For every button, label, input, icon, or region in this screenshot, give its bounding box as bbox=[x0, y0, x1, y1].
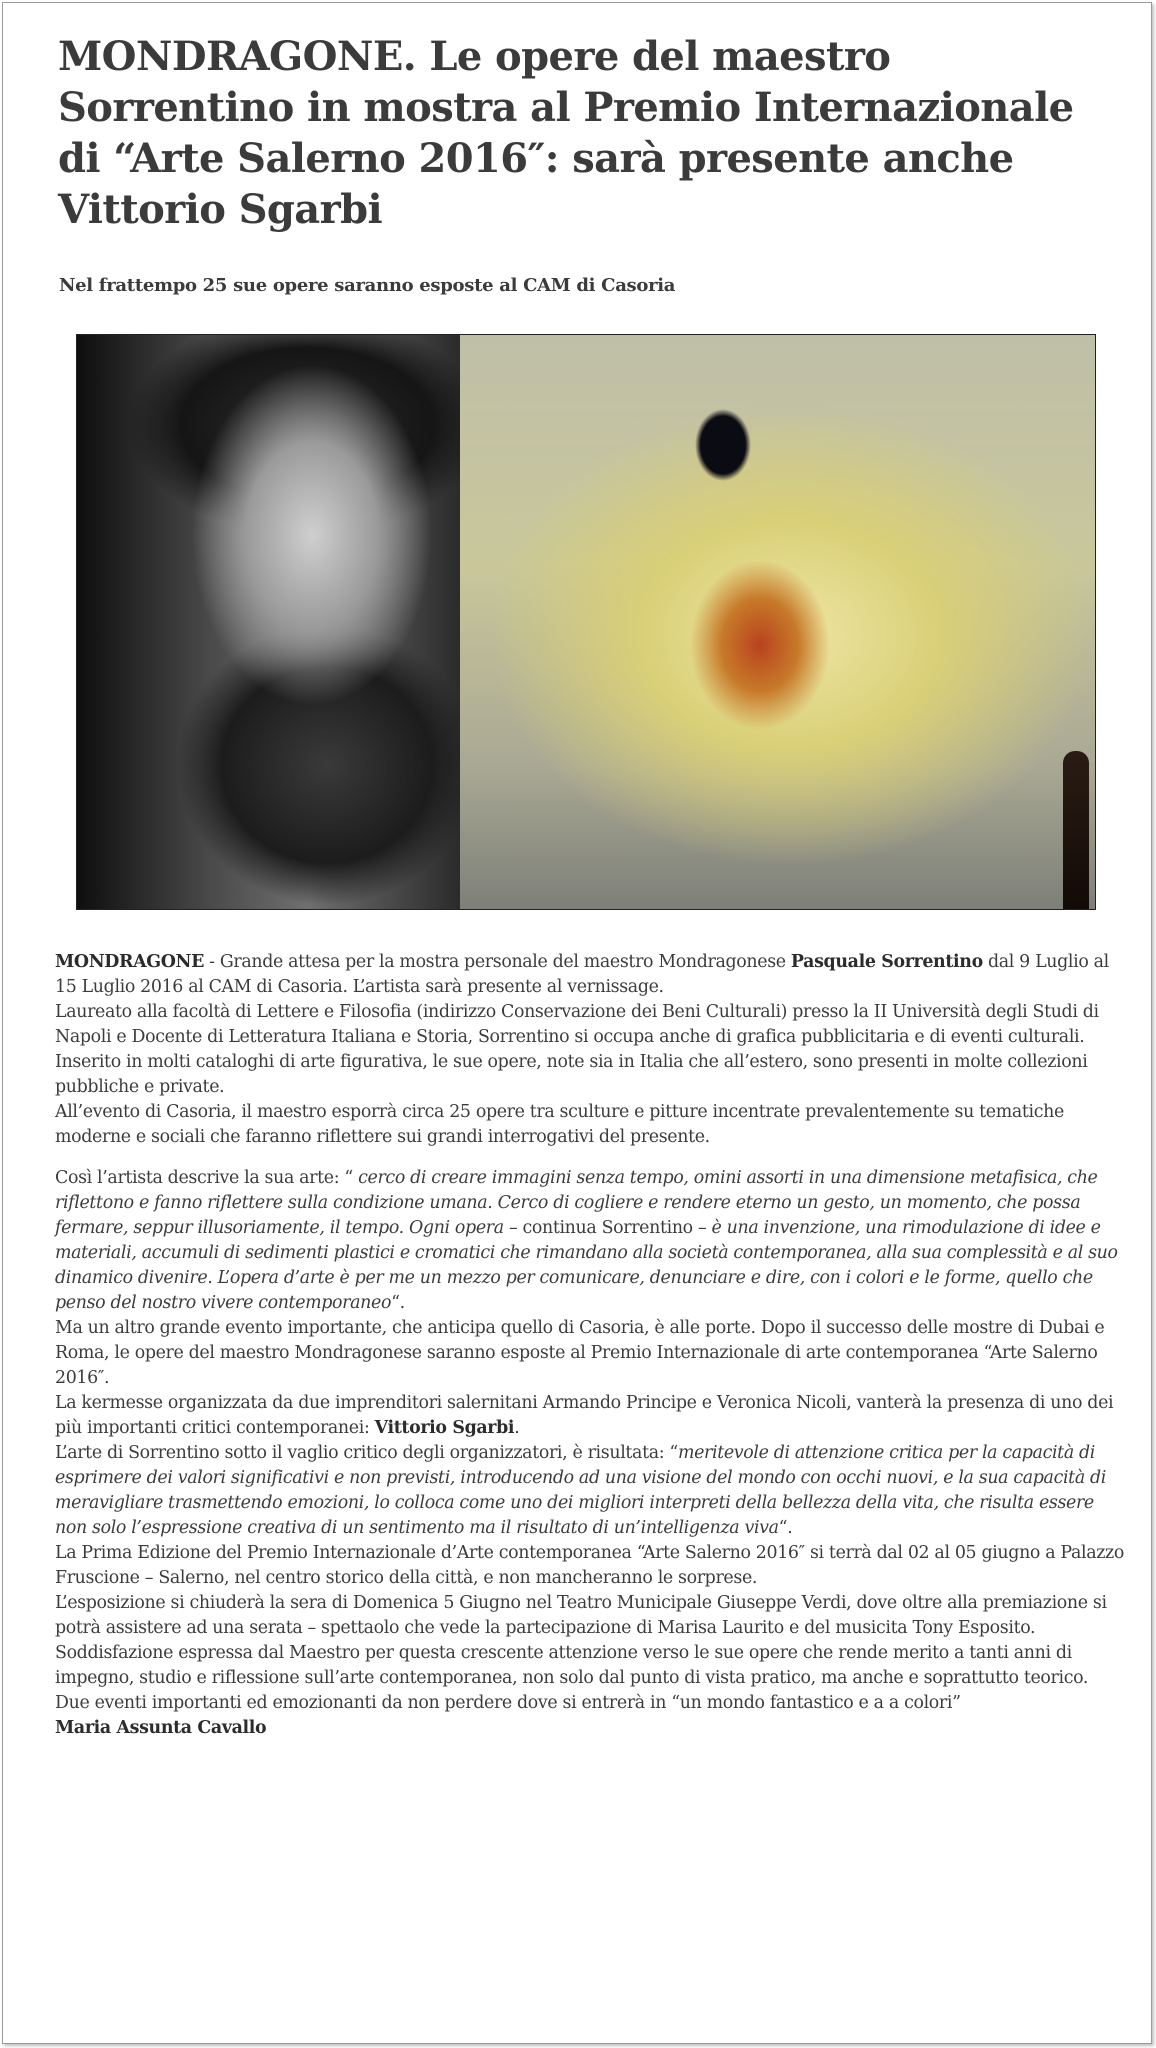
paragraph-intro: MONDRAGONE - Grande attesa per la mostra personale del maestro Mondragonese Pasquale Sorrentino dal 9 Luglio al 15 Luglio 2016 al CAM di Casoria. L’artista sarà presente al vernissage. bbox=[55, 952, 1109, 997]
paragraph-casoria: All’evento di Casoria, il maestro esporrà circa 25 opere tra sculture e pitture incentrate prevalentemente su tematiche moderne e sociali che faranno riflettere sui grandi interrogativi del presente. bbox=[55, 1102, 1064, 1147]
paragraph-first-edition: La Prima Edizione del Premio Internazionale d’Arte contemporanea “Arte Salerno 2016″ si terrà dal 02 al 05 giugno a Palazzo Fruscione – Salerno, nel centro storico della città, e non mancheranno le sorprese. bbox=[55, 1543, 1124, 1588]
article-body bbox=[55, 950, 1125, 1741]
critic-name: Vittorio Sgarbi bbox=[374, 1418, 515, 1438]
article-image bbox=[76, 334, 1096, 910]
dateline: MONDRAGONE bbox=[55, 952, 204, 972]
paragraph-satisfaction: Soddisfazione espressa dal Maestro per questa crescente attenzione verso le sue opere che rende merito a tanti anni di impegno, studio e riflessione sull’arte contemporanea, non solo dal punto di vista pratico, ma anche e soprattutto teorico. bbox=[55, 1643, 1089, 1688]
artwork-photo bbox=[460, 335, 1096, 910]
paragraph-biography: Laureato alla facoltà di Lettere e Filosofia (indirizzo Conservazione dei Beni Culturali) presso la II Università degli Studi di Napoli e Docente di Letteratura Italiana e Storia, Sorrentino si occupa anche di grafica pubblicitaria e di eventi culturali. Inserito in molti cataloghi di arte figurativa, le sue opere, note sia in Italia che all’estero, sono presenti in molte collezioni pubbliche e private. bbox=[55, 1002, 1099, 1097]
sculpture-figurine bbox=[1063, 751, 1089, 910]
paragraph-closing-evening: L’esposizione si chiuderà la sera di Domenica 5 Giugno nel Teatro Municipale Giuseppe Verdi, dove oltre alla premiazione si potrà assistere ad una serata – spettaolo che vede la partecipazione di Marisa Laurito e del musicita Tony Esposito. bbox=[55, 1593, 1107, 1638]
article-subtitle: Nel frattempo 25 sue opere saranno esposte al CAM di Casoria bbox=[59, 275, 676, 296]
paragraph-critique: L’arte di Sorrentino sotto il vaglio critico degli organizzatori, è risultata: “meritevole di attenzione critica per la capacità di esprimere dei valori significativi e non previsti, introducendo ad una visione del mondo con occhi nuovi, e la sua capacità di meravigliare trasmettendo emozioni, lo colloca come uno dei migliori interpreti della bellezza della vita, che risulta essere non solo l’espressione creativa di un sentimento ma il risultato di un’intelligenza viva“. bbox=[55, 1443, 1107, 1538]
author-signature: Maria Assunta Cavallo bbox=[55, 1718, 267, 1738]
artist-portrait-photo bbox=[77, 335, 460, 910]
artist-name: Pasquale Sorrentino bbox=[790, 952, 983, 972]
article-title: MONDRAGONE. Le opere del maestro Sorrentino in mostra al Premio Internazionale di “Arte Salerno 2016″: sarà presente anche Vittorio Sgarbi bbox=[58, 33, 1074, 233]
paragraph-kermesse: La kermesse organizzata da due imprenditori salernitani Armando Principe e Veronica Nicoli, vanterà la presenza di uno dei più importanti critici contemporanei: Vittorio Sgarbi. bbox=[55, 1393, 1114, 1438]
paragraph-salerno-event: Ma un altro grande evento importante, che anticipa quello di Casoria, è alle porte. Dopo il successo delle mostre di Dubai e Roma, le opere del maestro Mondragonese saranno esposte al Premio Internazionale di arte contemporanea “Arte Salerno 2016″. bbox=[55, 1318, 1105, 1388]
paragraph-conclusion: Due eventi importanti ed emozionanti da non perdere dove si entrerà in “un mondo fantastico e a a colori” bbox=[55, 1693, 961, 1713]
paragraph-artist-quote: Così l’artista descrive la sua arte: “ cerco di creare immagini senza tempo, omini assorti in una dimensione metafisica, che riflettono e fanno riflettere sulla condizione umana. Cerco di cogliere e rendere eterno un gesto, un momento, che possa fermare, seppur illusoriamente, il tempo. Ogni opera – continua Sorrentino – è una invenzione, una rimodulazione di idee e materiali, accumuli di sedimenti plastici e cromatici che rimandano alla società contemporanea, alla sua complessità e al suo dinamico divenire. L’opera d’arte è per me un mezzo per comunicare, denunciare e dire, con i colori e le forme, quello che penso del nostro vivere contemporaneo“. bbox=[55, 1168, 1118, 1313]
